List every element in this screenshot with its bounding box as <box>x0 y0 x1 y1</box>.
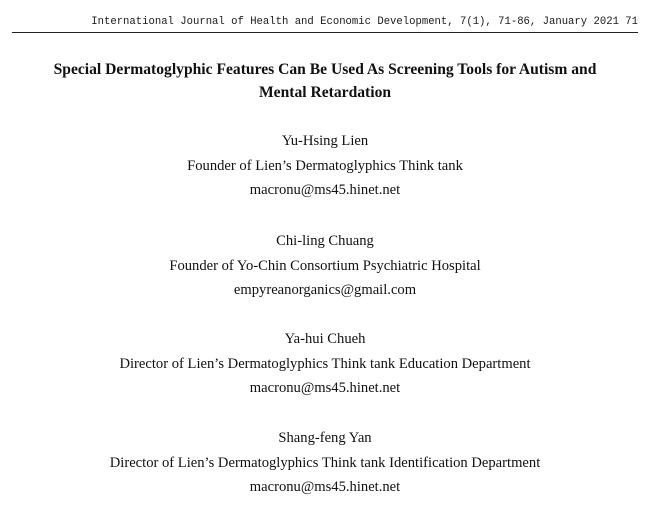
paper-title-line-1: Special Dermatoglyphic Features Can Be Used As Screening Tools for Autism and <box>53 61 597 78</box>
author-email: macronu@ms45.hinet.net <box>249 479 401 495</box>
author-affiliation: Director of Lien’s Dermatoglyphics Think tank Education Department <box>119 355 531 372</box>
author-block-3 <box>0 327 650 401</box>
author-name: Ya-hui Chueh <box>284 331 366 347</box>
author-name: Yu-Hsing Lien <box>281 133 369 149</box>
author-name: Shang-feng Yan <box>278 430 372 446</box>
paper-title <box>20 58 630 104</box>
running-header <box>12 12 638 33</box>
author-email: macronu@ms45.hinet.net <box>249 182 401 198</box>
running-header-text: International Journal of Health and Economic Development, 7(1), 71-86, January 2021 71 <box>91 16 638 28</box>
author-email: empyreanorganics@gmail.com <box>233 282 417 298</box>
author-block-2 <box>0 229 650 303</box>
author-affiliation: Founder of Lien’s Dermatoglyphics Think tank <box>187 157 463 174</box>
author-affiliation: Founder of Yo-Chin Consortium Psychiatric Hospital <box>169 257 481 274</box>
author-affiliation: Director of Lien’s Dermatoglyphics Think tank Identification Department <box>109 454 541 471</box>
author-block-4 <box>0 426 650 500</box>
paper-title-line-2: Mental Retardation <box>258 84 392 101</box>
author-email: macronu@ms45.hinet.net <box>249 380 401 396</box>
author-name: Chi-ling Chuang <box>276 233 374 249</box>
author-block-1 <box>0 129 650 203</box>
